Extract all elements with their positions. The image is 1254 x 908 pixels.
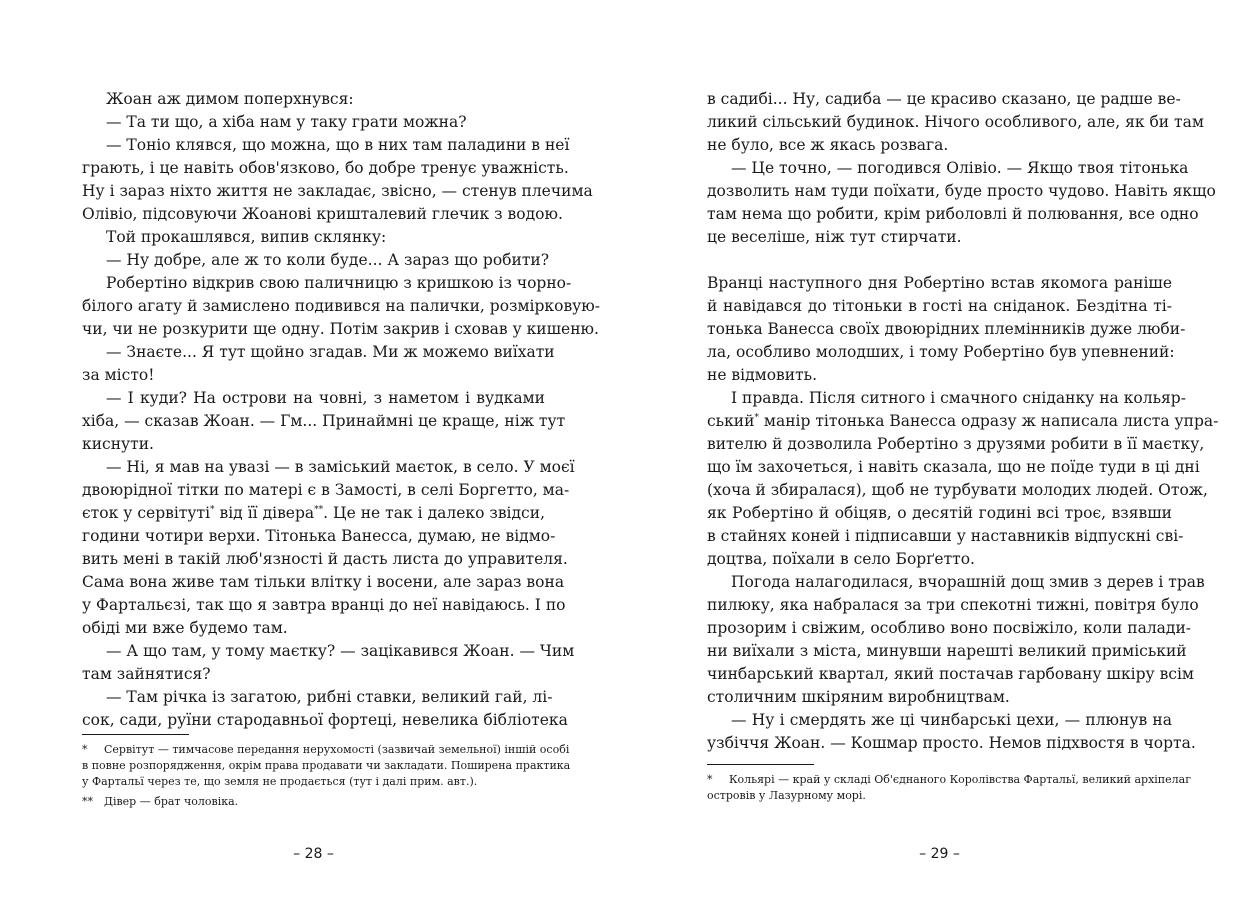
right-page-text: [707, 88, 1219, 755]
text-line: — Ні, я мав на увазі — в заміський маєток, в село. У моєї: [106, 458, 575, 476]
text-line: в стайнях коней і підписавши у наставників відпускні сві-: [707, 527, 1184, 545]
footnote-line: [82, 758, 571, 774]
text-line: як Робертіно й обіцяв, о десятій годині всі троє, взявши: [707, 504, 1172, 522]
text-line: тонька Ванесса своїх двоюрідних племінників дуже люби-: [707, 320, 1186, 338]
text-line: — А що там, у тому маєтку? — зацікавився Жоан. — Чим: [106, 642, 575, 660]
text-line: — Та ти що, а хіба нам у таку грати можна?: [106, 113, 467, 131]
text-line: ський* манір тітонька Ванесса одразу ж написала листа упра-: [707, 412, 1219, 430]
text-line: у Фартальєзі, так що я завтра вранці до неї навідаюсь. І по: [82, 596, 566, 614]
text-line: доцтва, поїхали в село Борґетто.: [707, 550, 975, 568]
text-line: грають, і це навіть обов'язково, бо добре тренує уважність.: [82, 159, 569, 177]
footnote-rule: [82, 734, 189, 735]
footnote-marker: *: [754, 413, 759, 423]
text-line: Той прокашлявся, випив склянку:: [106, 228, 387, 246]
text-line: І правда. Після ситного і смачного сніданку на кольяр-: [731, 389, 1186, 407]
text-line: чи, чи не розкурити ще одну. Потім закрив і сховав у кишеню.: [82, 320, 599, 338]
text-line: киснути.: [82, 435, 154, 453]
right-page-footnotes: [707, 764, 1191, 804]
text-line: Вранці наступного дня Робертіно встав якомога раніше: [707, 274, 1172, 292]
left-page: [82, 0, 601, 908]
text-line: — Ну добре, але ж то коли буде... А зараз що робити?: [106, 251, 550, 269]
text-line: прозорим і свіжим, особливо воно посвіжіло, коли палади-: [707, 619, 1192, 637]
text-line: й навідався до тітоньки в гості на сніданок. Бездітна ті-: [707, 297, 1172, 315]
text-line: години чотири верхи. Тітонька Ванесса, думаю, не відмо-: [82, 527, 556, 545]
footnote-rule: [707, 764, 814, 765]
text-line: Сама вона живе там тільки влітку і восени, але зараз вона: [82, 573, 565, 591]
text-line: ни виїхали з міста, минувши нарешті великий приміський: [707, 642, 1187, 660]
footnote-marker: *: [82, 743, 88, 756]
text-line: столичним шкіряним виробництвам.: [707, 688, 1010, 706]
text-line: ликий сільський будинок. Нічого особливого, але, як би там: [707, 113, 1204, 131]
text-line: — І куди? На острови на човні, з наметом і вудками: [106, 389, 545, 407]
text-line: Робертіно відкрив свою паличницю з кришкою із чорно-: [106, 274, 572, 292]
text-line: Олівіо, підсовуючи Жоанові кришталевий глечик з водою.: [82, 205, 563, 223]
text-line: чинбарський квартал, який постачав гарбовану шкіру всім: [707, 665, 1194, 683]
footnote-text: в повне розпорядження, окрім права продавати чи закладати. Поширена практика: [82, 759, 571, 772]
text-line: це веселіше, ніж тут стирчати.: [707, 228, 962, 246]
text-line: вителю й дозволила Робертіно з друзями робити в її маєтку,: [707, 435, 1205, 453]
text-line: що їм захочеться, і навіть сказала, що не поїде туди в ці дні: [707, 458, 1200, 476]
text-line: пилюку, яка набралася за три спекотні тижні, повітря було: [707, 596, 1199, 614]
right-page: [707, 0, 1219, 908]
text-line: хіба, — сказав Жоан. — Гм... Принаймні це краще, ніж тут: [82, 412, 566, 430]
left-page-text: [82, 88, 601, 732]
footnote-line: [82, 794, 545, 810]
text-line: (хоча й збиралася), щоб не турбувати молодих людей. Отож,: [707, 481, 1208, 499]
text-line: білого агату й замислено подивився на палички, розмірковую-: [82, 297, 601, 315]
text-line: не було, все ж якась розвага.: [707, 136, 949, 154]
text-line: узбіччя Жоан. — Кошмар просто. Немов підхвостя в чорта.: [707, 734, 1196, 752]
text-line: там нема що робити, крім риболовлі й полювання, все одно: [707, 205, 1199, 223]
left-page-footnotes: [82, 734, 571, 810]
footnote-line: [82, 742, 570, 758]
text-line: єток у сервітуті* від її дівера**. Це не так і далеко звідси,: [82, 504, 545, 522]
footnote-text: Дівер — брат чоловіка.: [104, 795, 239, 808]
footnote-line: [707, 788, 1172, 804]
footnote-text: у Фартальї через те, що земля не продається (тут і далі прим. авт.).: [82, 775, 478, 788]
text-line: вить мені в такій люб'язності й дасть листа до управителя.: [82, 550, 568, 568]
text-line: обіді ми вже будемо там.: [82, 619, 288, 637]
footnote-line: [82, 774, 545, 790]
footnote-marker: *: [707, 773, 713, 786]
text-line: в садибі... Ну, садиба — це красиво сказано, це радше ве-: [707, 90, 1181, 108]
text-line: Ну і зараз ніхто життя не закладає, звісно, — стенув плечима: [82, 182, 593, 200]
text-line: Жоан аж димом поперхнувся:: [106, 90, 354, 108]
text-line: — Тоніо клявся, що можна, що в них там паладини в неї: [106, 136, 570, 154]
text-line: — Ну і смердять же ці чинбарські цехи, — плюнув на: [731, 711, 1172, 729]
text-line: Погода налагодилася, вчорашній дощ змив з дерев і трав: [731, 573, 1205, 591]
footnote-text: Кольярі — край у складі Об'єднаного Королівства Фартальї, великий архіпелаг: [729, 773, 1191, 786]
footnote-marker: *: [210, 505, 215, 515]
text-line: сок, сади, руїни стародавньої фортеці, невелика бібліотека: [82, 711, 568, 729]
left-page-number: – 28 –: [293, 846, 334, 862]
text-line: там зайнятися?: [82, 665, 211, 683]
text-line: — Це точно, — погодився Олівіо. — Якщо твоя тітонька: [731, 159, 1189, 177]
footnote-text: островів у Лазурному морі.: [707, 789, 866, 802]
text-line: не відмовить.: [707, 366, 818, 384]
right-page-number: – 29 –: [919, 846, 960, 862]
footnote-line: [707, 772, 1191, 788]
text-line: двоюрідної тітки по матері є в Замості, в селі Боргетто, ма-: [82, 481, 570, 499]
text-line: ла, особливо молодших, і тому Робертіно був упевнений:: [707, 343, 1175, 361]
footnote-marker: **: [82, 795, 93, 808]
text-line: — Знаєте... Я тут щойно згадав. Ми ж можемо виїхати: [106, 343, 555, 361]
text-line: дозволить нам туди поїхати, буде просто чудово. Навіть якщо: [707, 182, 1216, 200]
section-break: [707, 249, 1172, 272]
text-line: — Там річка із загатою, рибні ставки, великий гай, лі-: [106, 688, 553, 706]
footnote-marker: **: [314, 505, 324, 515]
footnote-text: Сервітут — тимчасове передання нерухомості (зазвичай земельної) іншій особі: [104, 743, 570, 756]
text-line: за місто!: [82, 366, 155, 384]
